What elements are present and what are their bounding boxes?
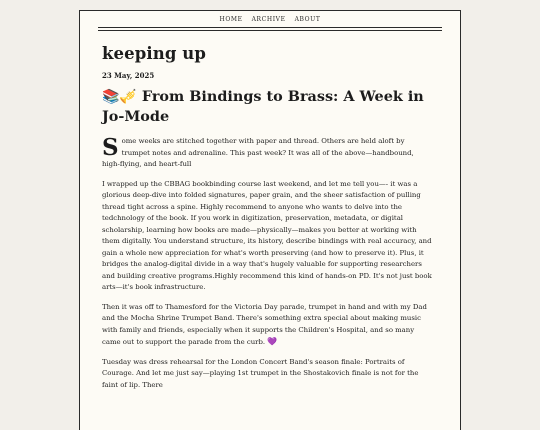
lead-paragraph-text: ome weeks are stitched together with paper and thread. Others are held aloft by trumpet notes and adrenaline. This past week? It was all of the above—handbound, high-flying, and heart-full xyxy=(102,137,414,168)
drop-cap: S xyxy=(102,134,119,161)
paragraph-parade xyxy=(102,302,432,349)
blog-title[interactable]: keeping up xyxy=(102,44,207,63)
nav-about-link[interactable]: ABOUT xyxy=(294,16,321,23)
nav-home-link[interactable]: HOME xyxy=(219,16,243,23)
page-frame xyxy=(79,10,461,430)
post-content xyxy=(102,44,432,399)
post-title-text: From Bindings to Brass: A Week in Jo-Mode xyxy=(102,88,424,125)
lead-paragraph xyxy=(102,136,432,171)
nav-divider xyxy=(98,30,442,31)
books-trumpet-emoji-icon: 📚🎺 xyxy=(102,89,137,105)
paragraph-parade-text: Then it was off to Thamesford for the Victoria Day parade, trumpet in hand and with my Dad and the Mocha Shrine Trumpet Band. There's something extra special about making music with family and friends, especially when it supports the Children's Hospital, and so many came out to support the parade from the curb. xyxy=(102,302,427,346)
nav-archive-link[interactable]: ARCHIVE xyxy=(251,16,286,23)
purple-heart-icon: 💜 xyxy=(267,337,278,346)
paragraph-bookbinding: I wrapped up the CBBAG bookbinding course last weekend, and let me tell you—- it was a glorious deep-dive into folded signatures, paper grain, and the sheer satisfaction of pulling thread tight across a spine. Highly recommend to anyone who wants to delve into the tedchnology of the book. If you work in digitization, preservation, metadata, or digital scholarship, learning how books are made—physically—makes you better at working with them digitally. You understand structure, its history, describe bindings with real accuracy, and gain a whole new appreciation for what's worth preserving (and how to preserve it). Plus, it bridges the analog-digital divide in a way that's hugely valuable for supporting researchers and building creative programs.Highly recommend this kind of hands-on PD. It's not just book arts—it's book infrastructure. xyxy=(102,179,432,291)
top-nav xyxy=(98,12,442,28)
paragraph-rehearsal: Tuesday was dress rehearsal for the London Concert Band's season finale: Portraits of Courage. And let me just say—playing 1st trumpet in the Shostakovich finale is not for the faint of lip. There xyxy=(102,357,419,389)
post-title xyxy=(102,87,432,126)
post-date: 23 May, 2025 xyxy=(102,71,155,80)
